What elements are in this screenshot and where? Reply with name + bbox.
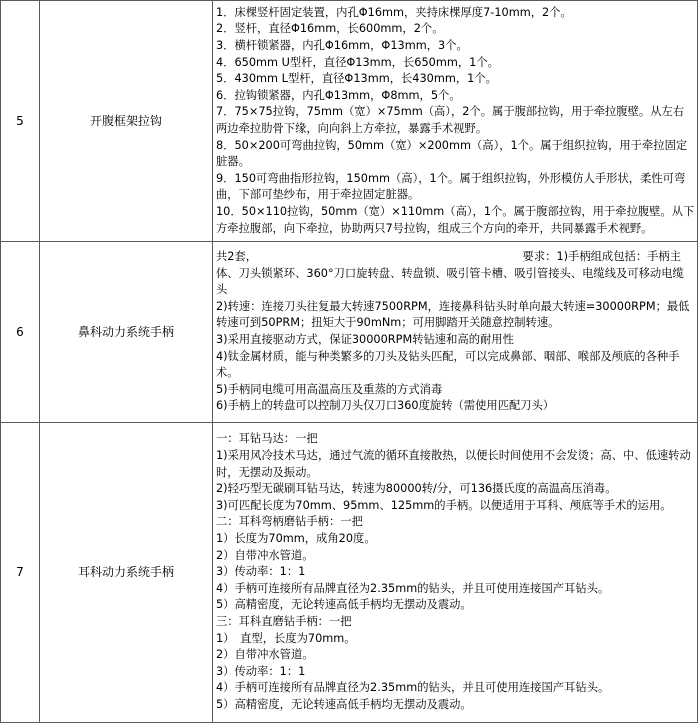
desc-line: 1）长度为70mm，成角20度。 xyxy=(216,532,376,546)
desc-line: 3)可匹配长度为70mm、95mm、125mm的手柄。以便适用于耳科、颅底等手术的运用。 xyxy=(216,498,672,512)
desc-line: 一：耳钻马达：一把 xyxy=(216,432,318,446)
row-number: 6 xyxy=(1,242,40,423)
desc-line: 2)转速：连接刀头往复最大转速7500RPM，连接鼻科钻头时单向最大转速=30000RPM；最低转速可到50PRM；扭矩大于90mNm；可用脚踏开关随意控制转速。 xyxy=(216,299,690,330)
desc-line: 二：耳科弯柄磨钻手柄：一把 xyxy=(216,515,363,529)
item-name: 开腹框架拉钩 xyxy=(40,1,213,242)
desc-line: 4）手柄可连接所有品牌直径为2.35mm的钻头，并且可使用连接国产耳钻头。 xyxy=(216,581,610,595)
desc-line: 3）传动率：1：1 xyxy=(216,565,306,579)
desc-line: 5．430mm L型杆，直径Φ13mm，长430mm，1个。 xyxy=(216,72,497,86)
row-number: 5 xyxy=(1,1,40,242)
desc-line: 10．50×110拉钩，50mm（宽）×110mm（高），1个。属于腹部拉钩，用于牵拉腹壁。从下方牵拉腹部，向下牵拉，协助两只7号拉钩，组成三个方向的牵开，共同暴露手术视野。 xyxy=(216,204,695,235)
desc-line: 2．竖杆，直径Φ16mm，长600mm，2个。 xyxy=(216,22,444,36)
desc-line: 3)采用直接驱动方式，保证30000RPM转钻速和高的耐用性 xyxy=(216,333,514,346)
desc-line: 4）手柄可连接所有品牌直径为2.35mm的钻头，并且可使用连接国产耳钻头。 xyxy=(216,681,610,695)
desc-line: 5)手柄同电缆可用高温高压及重蒸的方式消毒 xyxy=(216,382,443,396)
desc-line: 1） 直型，长度为70mm。 xyxy=(216,631,356,645)
item-description xyxy=(213,423,698,723)
desc-line: 2）自带冲水管道。 xyxy=(216,648,314,662)
desc-line: 4)钛金属材质，能与种类繁多的刀头及钻头匹配，可以完成鼻部、咽部、喉部及颅底的各种手术。 xyxy=(216,349,680,380)
row-number: 7 xyxy=(1,423,40,723)
desc-line: 2）自带冲水管道。 xyxy=(216,548,314,562)
desc-line: 8．50×200可弯曲拉钩，50mm（宽）×200mm（高），1个。属于组织拉钩，用于牵拉固定脏器。 xyxy=(216,138,688,169)
desc-line: 5）高精密度，无论转速高低手柄均无摆动及震动。 xyxy=(216,697,472,711)
item-name: 耳科动力系统手柄 xyxy=(40,423,213,723)
desc-line: 三：耳科直磨钻手柄：一把 xyxy=(216,614,352,628)
item-description xyxy=(213,242,698,423)
desc-line: 1．床棵竖杆固定装置，内孔Φ16mm，夹持床棵厚度7-10mm，2个。 xyxy=(216,5,572,19)
desc-line: 1)采用风冷技术马达，通过气流的循环直接散热，以便长时间使用不会发烫；高、中、低速转动时，无摆动及振动。 xyxy=(216,449,691,479)
desc-line: 9．150可弯曲指形拉钩，150mm（高），1个。属于组织拉钩，外形模仿人手形状，柔性可弯曲，下部可垫纱布，用于牵拉固定脏器。 xyxy=(216,171,686,202)
item-description xyxy=(213,1,698,242)
desc-line: 6．拉钩锁紧器，内孔Φ13mm，Φ8mm，5个。 xyxy=(216,88,461,102)
desc-line: 3．横杆锁紧器，内孔Φ16mm，Φ13mm，3个。 xyxy=(216,39,468,53)
desc-line: 4．650mm U型杆，直径Φ13mm，长650mm，1个。 xyxy=(216,55,499,69)
desc-line: 共2套， 要求：1)手柄组成包括：手柄主体、刀头锁紧环、360°刀口旋转盘、转盘锁、吸引管卡槽、吸引管接头、电缆线及可移动电缆头 xyxy=(216,250,684,297)
table-row xyxy=(1,242,698,423)
table-row xyxy=(1,423,698,723)
desc-line: 7．75×75拉钩，75mm（宽）×75mm（高），2个。属于腹部拉钩，用于牵拉腹壁。从左右两边牵拉肋骨下缘，向向斜上方牵拉，暴露手术视野。 xyxy=(216,105,685,135)
desc-line: 3）传动率：1：1 xyxy=(216,664,306,678)
desc-line: 2)轻巧型无碳刷耳钻马达，转速为80000转/分，可136摄氏度的高温高压消毒。 xyxy=(216,482,617,496)
desc-line: 6)手柄上的转盘可以控制刀头仅刀口360度旋转（需使用匹配刀头） xyxy=(216,399,555,413)
item-name: 鼻科动力系统手柄 xyxy=(40,242,213,423)
table-row xyxy=(1,1,698,242)
desc-line: 5）高精密度，无论转速高低手柄均无摆动及震动。 xyxy=(216,598,472,612)
